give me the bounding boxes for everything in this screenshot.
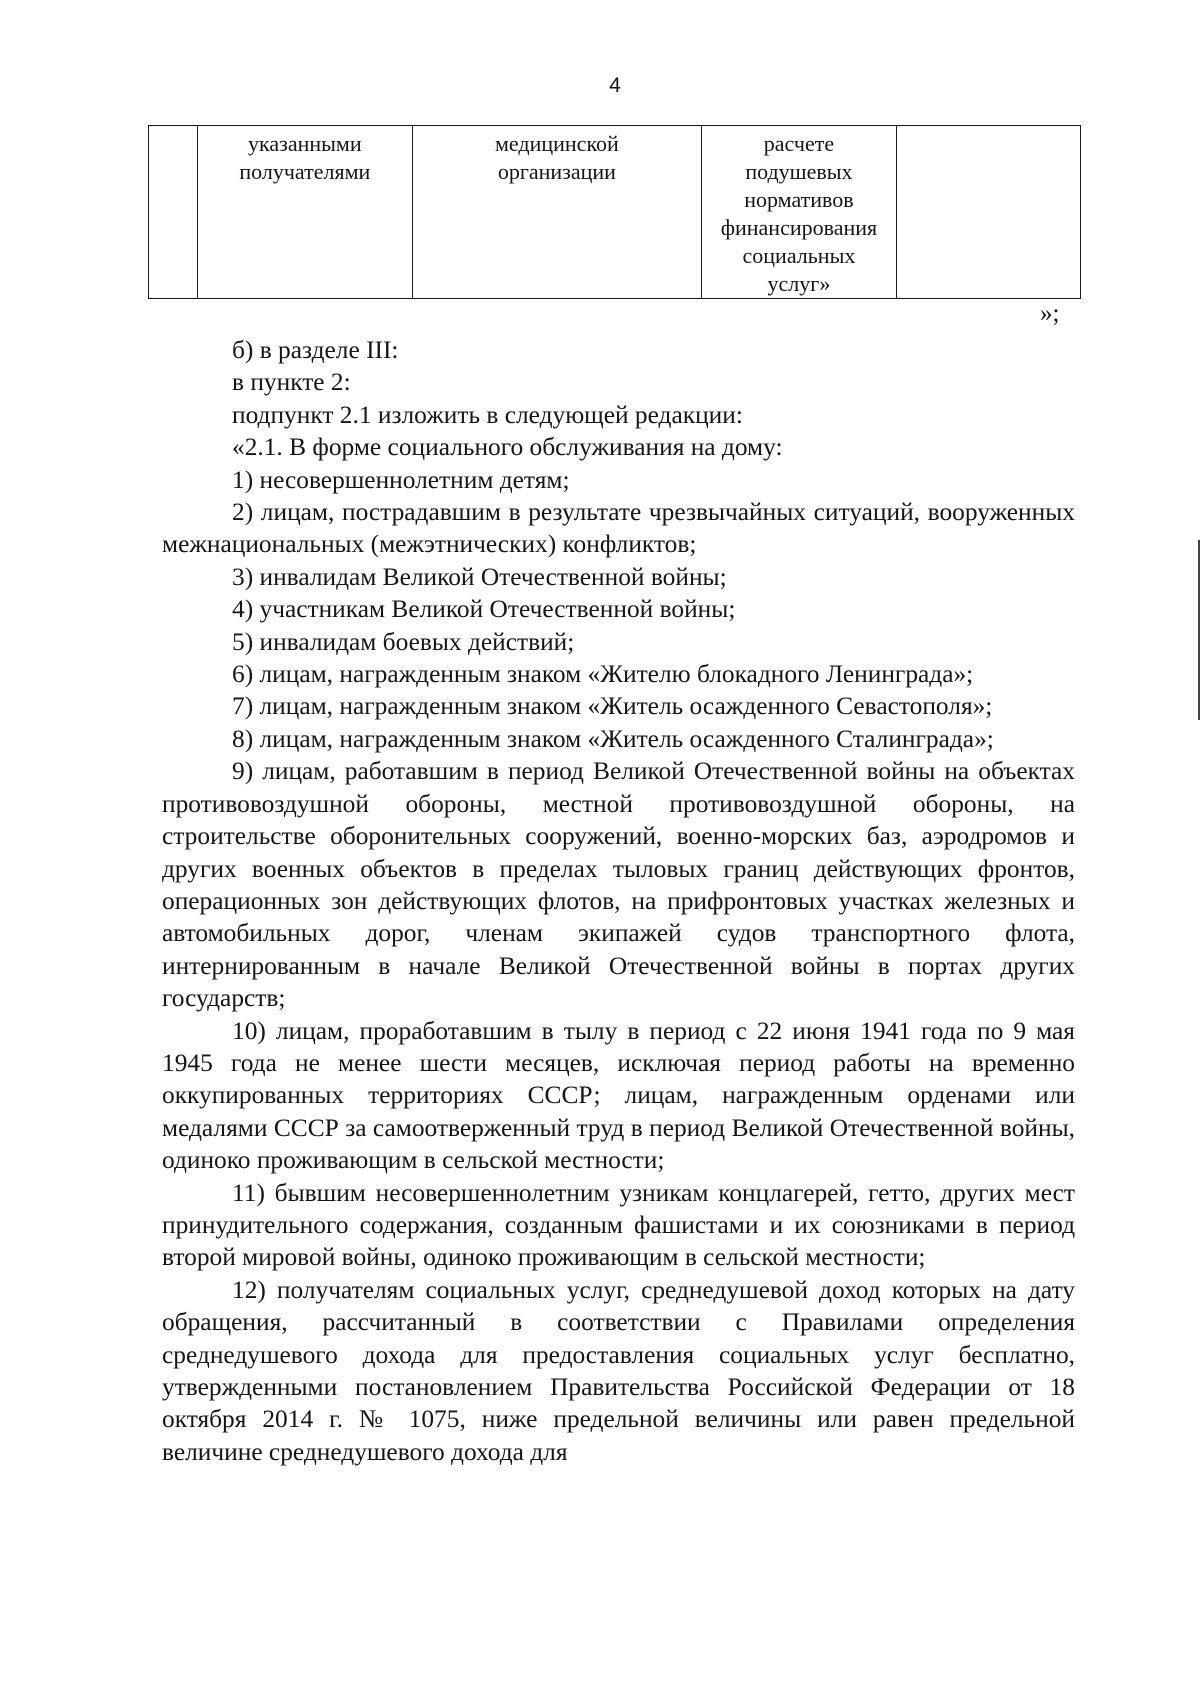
- table-cell-number: [149, 126, 198, 299]
- list-item-11: 11) бывшим несовершеннолетним узникам концлагерей, гетто, других мест принудительного содержания, созданным фашистами и их союзниками в период второй мировой войны, одиноко проживающим в сельской местности;: [162, 1178, 1075, 1272]
- table-cell-recipients: указанными получателями: [198, 126, 412, 299]
- paragraph-subpoint-2-1: подпункт 2.1 изложить в следующей редакции:: [232, 400, 743, 429]
- list-item-1: 1) несовершеннолетним детям;: [232, 465, 570, 494]
- table-cell-organization: медицинской организации: [412, 126, 702, 299]
- list-item-12: 12) получателям социальных услуг, среднедушевой доход которых на дату обращения, рассчитанный в соответствии с Правилами определения среднедушевого дохода для предоставления социальных услуг бесплатно, утвержденными постановлением Правительства Российской Федерации от 18 октября 2014 г. № 1075, ниже предельной величины или равен предельной величине среднедушевого дохода для: [162, 1275, 1075, 1466]
- page-number: 4: [609, 74, 621, 97]
- table-cell-empty: [896, 126, 1080, 299]
- paragraph-section-iii: б) в разделе III:: [232, 336, 399, 364]
- document-body: [162, 334, 1075, 1468]
- closing-quote-mark: »;: [1040, 300, 1060, 327]
- list-item-4: 4) участникам Великой Отечественной войны;: [232, 595, 736, 624]
- paragraph-point-2: в пункте 2:: [232, 368, 351, 397]
- continuation-table: [148, 125, 1081, 299]
- list-item-2: 2) лицам, пострадавшим в результате чрезвычайных ситуаций, вооруженных межнациональных (межэтнических) конфликтов;: [162, 498, 1075, 559]
- list-item-8: 8) лицам, награжденным знаком «Житель осажденного Сталинграда»;: [232, 724, 994, 753]
- list-item-9: 9) лицам, работавшим в период Великой Отечественной войны на объектах противовоздушной обороны, местной противовоздушной обороны, на строительстве оборонительных сооружений, военно-морских баз, аэродромов и других военных объектов в пределах тыловых границ действующих фронтов, операционных зон действующих флотов, на прифронтовых участках железных и автомобильных дорог, членам экипажей судов транспортного флота, интернированным в начале Великой Отечественной войны в портах других государств;: [162, 757, 1075, 1013]
- paragraph-home-service-heading: «2.1. В форме социального обслуживания на дому:: [232, 433, 783, 462]
- table-cell-standards: расчете подушевых нормативов финансирования социальных услуг»: [702, 126, 896, 299]
- list-item-7: 7) лицам, награжденным знаком «Житель осажденного Севастополя»;: [232, 692, 993, 721]
- list-item-3: 3) инвалидам Великой Отечественной войны;: [232, 562, 727, 591]
- list-item-10: 10) лицам, проработавшим в тылу в период с 22 июня 1941 года по 9 мая 1945 года не менее шести месяцев, исключая период работы на временно оккупированных территориях СССР; лицам, награжденным орденами или медалями СССР за самоотверженный труд в период Великой Отечественной войны, одиноко проживающим в сельской местности;: [162, 1016, 1075, 1175]
- table-row: [149, 126, 1081, 299]
- list-item-5: 5) инвалидам боевых действий;: [232, 627, 575, 656]
- list-item-6: 6) лицам, награжденным знаком «Жителю блокадного Ленинграда»;: [232, 660, 974, 689]
